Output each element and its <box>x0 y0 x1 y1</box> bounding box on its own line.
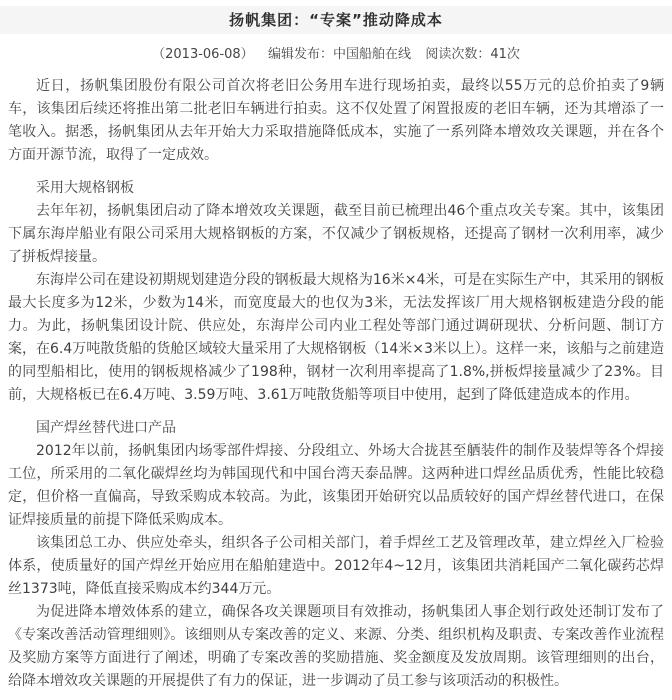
article-paragraph: 为促进降本增效体系的建立，确保各攻关课题项目有效推动，扬帆集团人事企划行政处还制订发布了《专案改善活动管理细则》。该细则从专案改善的定义、来源、分类、组织机构及职责、专案改善作业流程及奖励方案等方面进行了阐述，明确了专案改善的奖励措施、奖金额度及发放周期。该管理细则的出台，给降本增效攻关课题的开展提供了有力的保证，进一步调动了员工参与该项活动的积极性。 <box>8 604 664 689</box>
article-paragraph: 近日，扬帆集团股份有限公司首次将老旧公务用车进行现场拍卖，最终以55万元的总价拍卖了9辆车，该集团后续还将推出第二批老旧车辆进行拍卖。这不仅处置了闲置报废的老旧车辆，还为其增添了一笔收入。据悉，扬帆集团从去年开始大力采取措施降低成本，实施了一系列降本增效攻关课题，并在各个方面开源节流，取得了一定成效。 <box>8 78 664 163</box>
article-title: 扬帆集团：“专案”推动降成本 <box>0 6 672 34</box>
article-paragraph: 2012年以前，扬帆集团内场零部件焊接、分段组立、外场大合拢甚至舾装件的制作及装焊等各个焊接工位，所采用的二氧化碳焊丝均为韩国现代和中国台湾天泰品牌。这两种进口焊丝品质优秀，性能比较稳定，但价格一直偏高，导致采购成本较高。为此，该集团开始研究以品质较好的国产焊丝替代进口，在保证焊接质量的前提下降低采购成本。 <box>8 443 664 528</box>
editor-label: 编辑发布： <box>267 47 333 62</box>
section-heading: 采用大规格钢板 <box>36 180 134 196</box>
article-paragraph: 东海岸公司在建设初期规划建造分段的钢板最大规格为16米×4米，可是在实际生产中，其采用的钢板最大长度多为12米，少数为14米，而宽度最大的也仅为3米，无法发挥该厂用大规格钢板建造分段的能力。为此，扬帆集团设计院、供应处，东海岸公司内业工程处等部门通过调研现状、分析问题、制订方案，在6.4万吨散货船的货舱区域较大量采用了大规格钢板（14米×3米以上）。这样一来，该船与之前建造的同型船相比，使用的钢板规格减少了198种，钢材一次利用率提高了1.8%,拼板焊接量减少了23%。目前，大规格板已在6.4万吨、3.59万吨、3.61万吨散货船等项目中使用，起到了降低建造成本的作用。 <box>8 272 664 403</box>
section-heading: 国产焊丝替代进口产品 <box>36 420 176 436</box>
views-label: 阅读次数： <box>425 47 491 62</box>
publish-date: （2013-06-08） <box>152 47 254 62</box>
article-paragraph: 去年年初，扬帆集团启动了降本增效攻关课题，截至目前已梳理出46个重点攻关专案。其中，该集团下属东海岸船业有限公司采用大规格钢板的方案，不仅减少了钢板规格，还提高了钢材一次利用率，减少了拼板焊接量。 <box>8 203 664 265</box>
article-body <box>0 75 672 693</box>
article-paragraph: 该集团总工办、供应处牵头，组织各子公司相关部门，着手焊丝工艺及管理改革，建立焊丝入厂检验体系，使质量好的国产焊丝开始应用在船舶建造中。2012年4~12月，该集团共消耗国产二氧化碳药芯焊丝1373吨，降低直接采购成本约344万元。 <box>8 535 664 597</box>
article-meta <box>0 34 672 75</box>
editor-value: 中国船舶在线 <box>333 47 412 62</box>
views-count: 41次 <box>490 47 520 62</box>
